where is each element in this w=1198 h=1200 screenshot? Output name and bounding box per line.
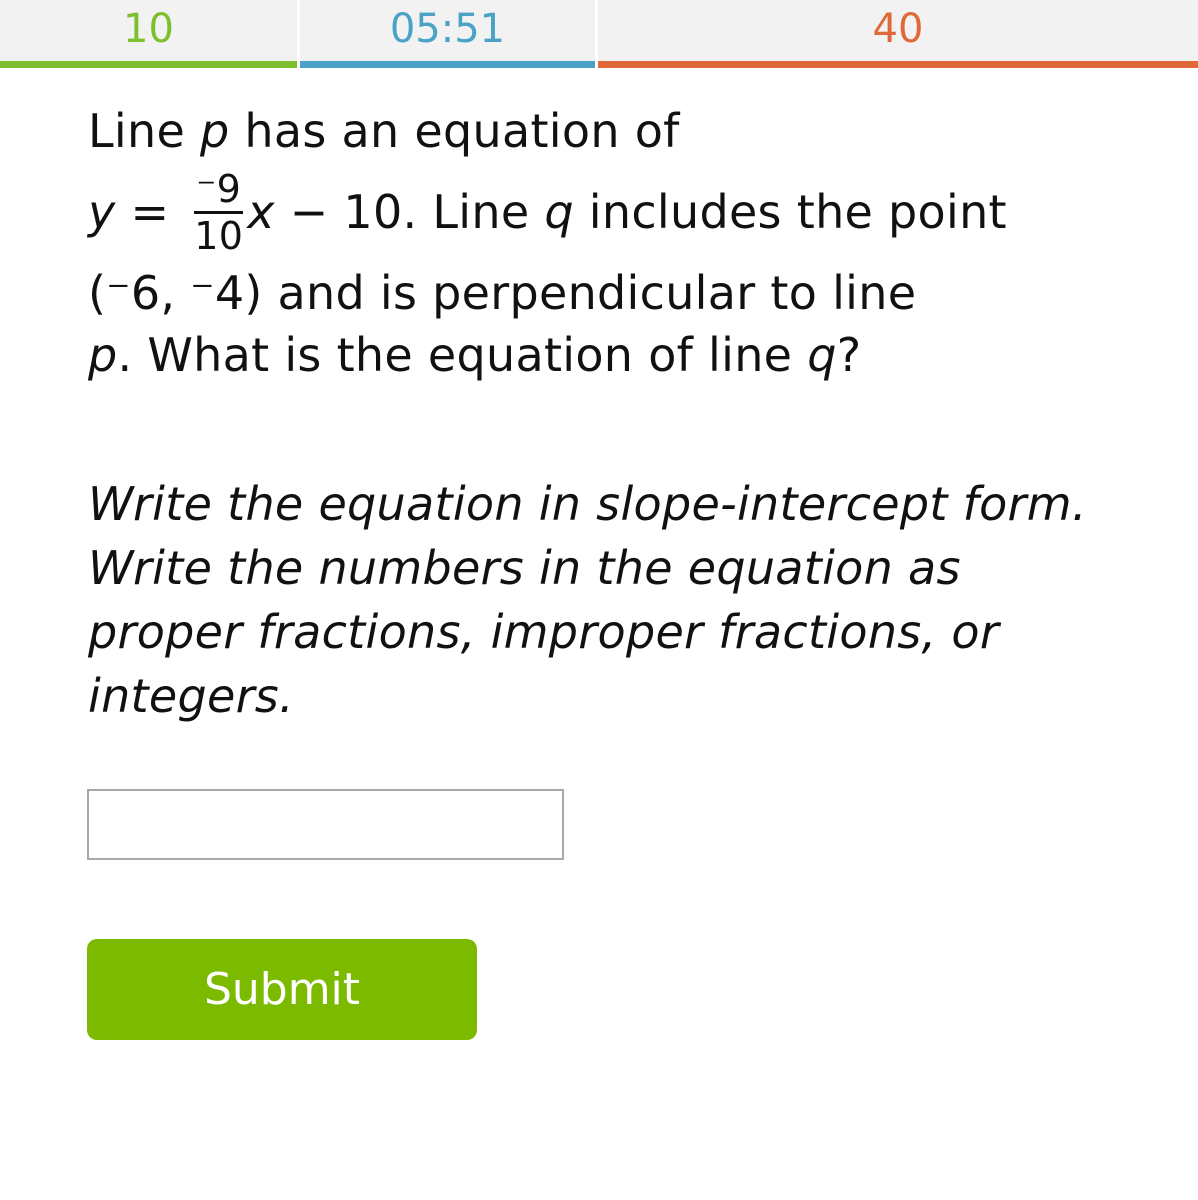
question-text [88, 100, 1148, 386]
instruction-line: proper fractions, improper fractions, or [88, 605, 1000, 659]
status-bar [0, 0, 1198, 68]
slope-fraction [194, 166, 244, 258]
fraction-numerator: ⁻9 [194, 169, 243, 214]
question-line-3: (⁻6, ⁻4) and is perpendicular to line [88, 266, 917, 320]
time-elapsed-counter [300, 0, 595, 68]
answer-input[interactable] [87, 789, 564, 860]
submit-button[interactable]: Submit [87, 939, 477, 1040]
question-line-1: Line p has an equation of [88, 104, 680, 158]
time-bar [300, 61, 595, 68]
instruction-line: Write the numbers in the equation as [88, 541, 961, 595]
instruction-line: Write the equation in slope-intercept form. [88, 477, 1087, 531]
question-line-4: p. What is the equation of line q? [88, 328, 862, 382]
questions-answered-counter [0, 0, 297, 68]
question-equation-line: y = $\frac{^-9}{10}$ x − 10. Line q includes the point [88, 166, 1007, 258]
smart-score-value: 40 [872, 6, 924, 52]
smart-score-counter [598, 0, 1198, 68]
score-bar [598, 61, 1198, 68]
questions-answered-value: 10 [123, 6, 174, 52]
instructions [88, 472, 1148, 728]
questions-bar [0, 61, 297, 68]
fraction-denominator: 10 [194, 213, 244, 258]
time-elapsed-value: 05:51 [389, 6, 506, 52]
instruction-line: integers. [88, 669, 294, 723]
